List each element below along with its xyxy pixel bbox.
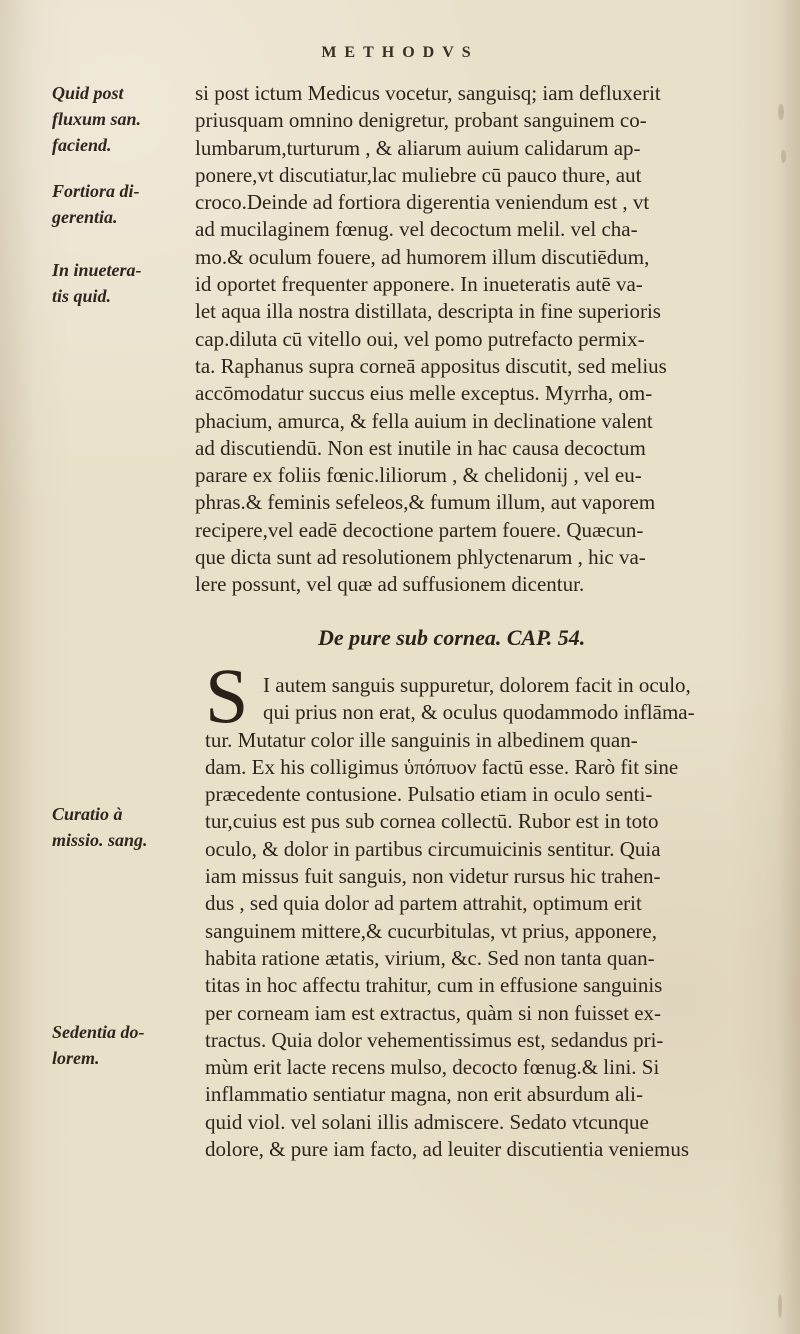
paragraph-2-line-15: mùm erit lacte recens mulso, decocto fœnug.& lini. Si <box>205 1055 660 1080</box>
paragraph-2-line-2: qui prius non erat, & oculus quodammodo inflāma- <box>263 700 695 725</box>
paragraph-1-line-2: priusquam omnino denigretur, probant sanguinem co- <box>195 108 647 133</box>
paper-speck <box>781 150 786 163</box>
paper-speck <box>778 1294 782 1318</box>
dropcap-letter: S <box>205 652 249 739</box>
margin-note-sedentia-1: Sedentia do- <box>52 1022 145 1042</box>
paragraph-2-line-3: tur. Mutatur color ille sanguinis in albedinem quan- <box>205 727 638 752</box>
chapter-heading: De pure sub cornea. CAP. 54. <box>318 625 586 650</box>
paragraph-2-line-1: I autem sanguis suppuretur, dolorem facit in oculo, <box>263 673 691 697</box>
margin-note-sedentia-2: lorem. <box>52 1048 100 1068</box>
margin-note-inueteratis-2: tis quid. <box>52 286 112 306</box>
margin-note-inueteratis-1: In inuetera- <box>52 260 142 280</box>
paragraph-1-line-10: cap.diluta cū vitello oui, vel pomo putrefacto permix- <box>195 326 645 351</box>
paragraph-2-line-5: præcedente contusione. Pulsatio etiam in oculo senti- <box>205 782 653 807</box>
paragraph-1-line-1: si post ictum Medicus vocetur, sanguisq; iam defluxerit <box>195 81 661 105</box>
paragraph-2-line-9: dus , sed quia dolor ad partem attrahit, optimum erit <box>205 891 642 916</box>
paragraph-1-line-11: ta. Raphanus supra corneā appositus discutit, sed melius <box>195 353 667 378</box>
paragraph-2-line-14: tractus. Quia dolor vehementissimus est, sedandus pri- <box>205 1027 664 1052</box>
paragraph-1-line-6: ad mucilaginem fœnug. vel decoctum melil. vel cha- <box>195 217 638 242</box>
paragraph-1-line-7: mo.& oculum fouere, ad humorem illum discutiēdum, <box>195 244 650 269</box>
paragraph-1-line-18: que dicta sunt ad resolutionem phlyctenarum , hic va- <box>195 545 646 570</box>
paragraph-2-line-16: inflammatio sentiatur magna, non erit absurdum ali- <box>205 1082 643 1107</box>
paragraph-1-line-5: croco.Deinde ad fortiora digerentia veniendum est , vt <box>195 190 650 215</box>
margin-note-curatio-1: Curatio à <box>52 804 123 824</box>
paragraph-1-line-14: ad discutiendū. Non est inutile in hac causa decoctum <box>195 435 646 460</box>
paragraph-1-line-9: let aqua illa nostra distillata, descripta in fine superioris <box>195 299 661 324</box>
paragraph-2 <box>205 672 778 1163</box>
margin-note-quid-post-3: faciend. <box>52 135 112 155</box>
paragraph-2-line-6: tur,cuius est pus sub cornea collectū. Rubor est in toto <box>205 809 659 834</box>
margin-note-quid-post-1: Quid post <box>52 83 124 103</box>
paragraph-2-line-11: habita ratione ætatis, virium, &c. Sed non tanta quan- <box>205 945 655 970</box>
paragraph-1-line-12: accōmodatur succus eius melle exceptus. Myrrha, om- <box>195 381 653 406</box>
paragraph-2-line-10: sanguinem mittere,& cucurbitulas, vt prius, apponere, <box>205 918 657 943</box>
paragraph-2-line-18: dolore, & pure iam facto, ad leuiter discutientia veniemus <box>205 1137 690 1162</box>
paragraph-1-line-16: phras.& feminis sefeleos,& fumum illum, aut vaporem <box>195 490 656 515</box>
paragraph-2-line-12: titas in hoc affectu trahitur, cum in effusione sanguinis <box>205 973 663 998</box>
running-header: METHODVS <box>321 44 479 61</box>
margin-note-fortiora-2: gerentia. <box>52 207 118 227</box>
paragraph-2-line-17: quid viol. vel solani illis admiscere. Sedato vtcunque <box>205 1109 649 1134</box>
paragraph-2-line-7: oculo, & dolor in partibus circumuicinis sentitur. Quia <box>205 836 661 861</box>
margin-note-curatio-2: missio. sang. <box>52 830 148 850</box>
paragraph-1-line-3: lumbarum,turturum , & aliarum auium calidarum ap- <box>195 135 641 160</box>
paragraph-2-line-13: per corneam iam est extractus, quàm si non fuisset ex- <box>205 1000 662 1025</box>
paragraph-1-line-15: parare ex foliis fœnic.liliorum , & chelidonij , vel eu- <box>195 463 642 488</box>
margin-note-fortiora-1: Fortiora di- <box>52 181 140 201</box>
paragraph-1-line-17: recipere,vel eadē decoctione partem fouere. Quæcun- <box>195 517 644 542</box>
paragraph-1-line-8: id oportet frequenter apponere. In inueteratis autē va- <box>195 272 643 297</box>
paragraph-2-line-8: iam missus fuit sanguis, non videtur rursus hic trahen- <box>205 864 661 889</box>
paragraph-2-line-4: dam. Ex his colligimus ὑπόπυον factū esse. Rarò fit sine <box>205 754 679 779</box>
margin-note-quid-post-2: fluxum san. <box>52 109 142 129</box>
paper-speck <box>778 104 784 120</box>
paragraph-1-line-13: phacium, amurca, & fella auium in declinatione valent <box>195 408 653 433</box>
paragraph-1-line-4: ponere,vt discutiatur,lac muliebre cū pauco thure, aut <box>195 162 642 187</box>
paragraph-1-line-19: lere possunt, vel quæ ad suffusionem dicentur. <box>195 572 585 597</box>
page-edge-shadow <box>778 0 800 1334</box>
paragraph-1 <box>195 80 770 599</box>
